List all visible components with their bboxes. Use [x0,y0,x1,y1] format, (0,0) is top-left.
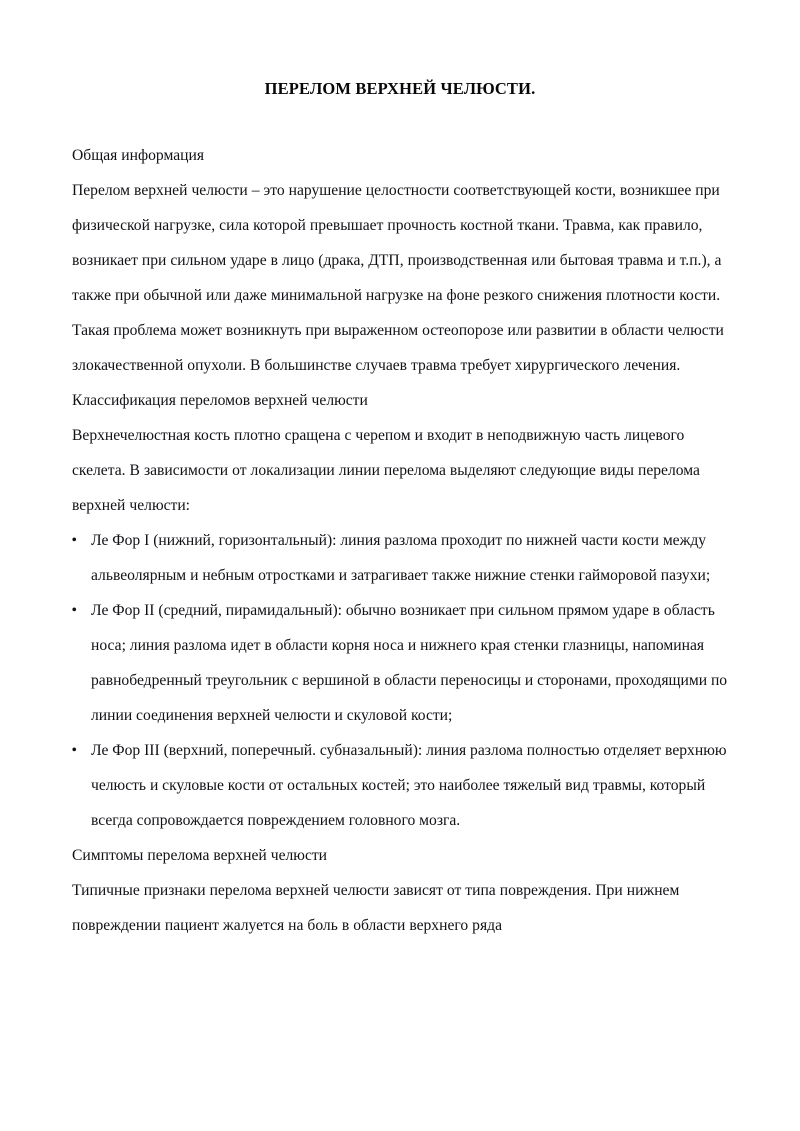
list-item [72,523,728,593]
section-heading-general-info: Общая информация [72,147,204,164]
section-heading-classification: Классификация переломов верхней челюсти [72,392,368,409]
page-title: ПЕРЕЛОМ ВЕРХНЕЙ ЧЕЛЮСТИ. [264,79,536,98]
list-item [72,733,728,838]
document-body [72,138,728,943]
section-paragraph-classification: Верхнечелюстная кость плотно сращена с черепом и входит в неподвижную часть лицевого скелета. В зависимости от локализации линии перелома выделяют следующие виды перелома верхней челюсти: [72,427,700,514]
bullet-icon: • [71,602,77,619]
list-item-text: Ле Фор II (средний, пирамидальный): обычно возникает при сильном прямом ударе в область носа; линия разлома идет в области корня носа и нижнего края стенки глазницы, напоминая равнобедренный треугольник с вершиной в области переносицы и сторонами, проходящими по линии соединения верхней челюсти и скуловой кости; [91,602,728,724]
list-item [72,593,728,733]
bullet-icon: • [71,742,77,759]
fracture-types-list [72,523,728,838]
list-item-text: Ле Фор III (верхний, поперечный. субназальный): линия разлома полностью отделяет верхнюю челюсть и скуловые кости от остальных костей; это наиболее тяжелый вид травмы, который всегда сопровождается повреждением головного мозга. [91,742,727,829]
section-paragraph-general-info: Перелом верхней челюсти – это нарушение целостности соответствующей кости, возникшее при физической нагрузке, сила которой превышает прочность костной ткани. Травма, как правило, возникает при сильном ударе в лицо (драка, ДТП, производственная или бытовая травма и т.п.), а также при обычной или даже минимальной нагрузке на фоне резкого снижения плотности кости. Такая проблема может возникнуть при выраженном остеопорозе или развитии в области челюсти злокачественной опухоли. В большинстве случаев травма требует хирургического лечения. [72,182,724,374]
list-item-text: Ле Фор I (нижний, горизонтальный): линия разлома проходит по нижней части кости между альвеолярным и небным отростками и затрагивает также нижние стенки гайморовой пазухи; [91,532,711,584]
bullet-icon: • [71,532,77,549]
section-heading-symptoms: Симптомы перелома верхней челюсти [72,847,328,864]
section-paragraph-symptoms: Типичные признаки перелома верхней челюсти зависят от типа повреждения. При нижнем повреждении пациент жалуется на боль в области верхнего ряда [72,882,680,934]
